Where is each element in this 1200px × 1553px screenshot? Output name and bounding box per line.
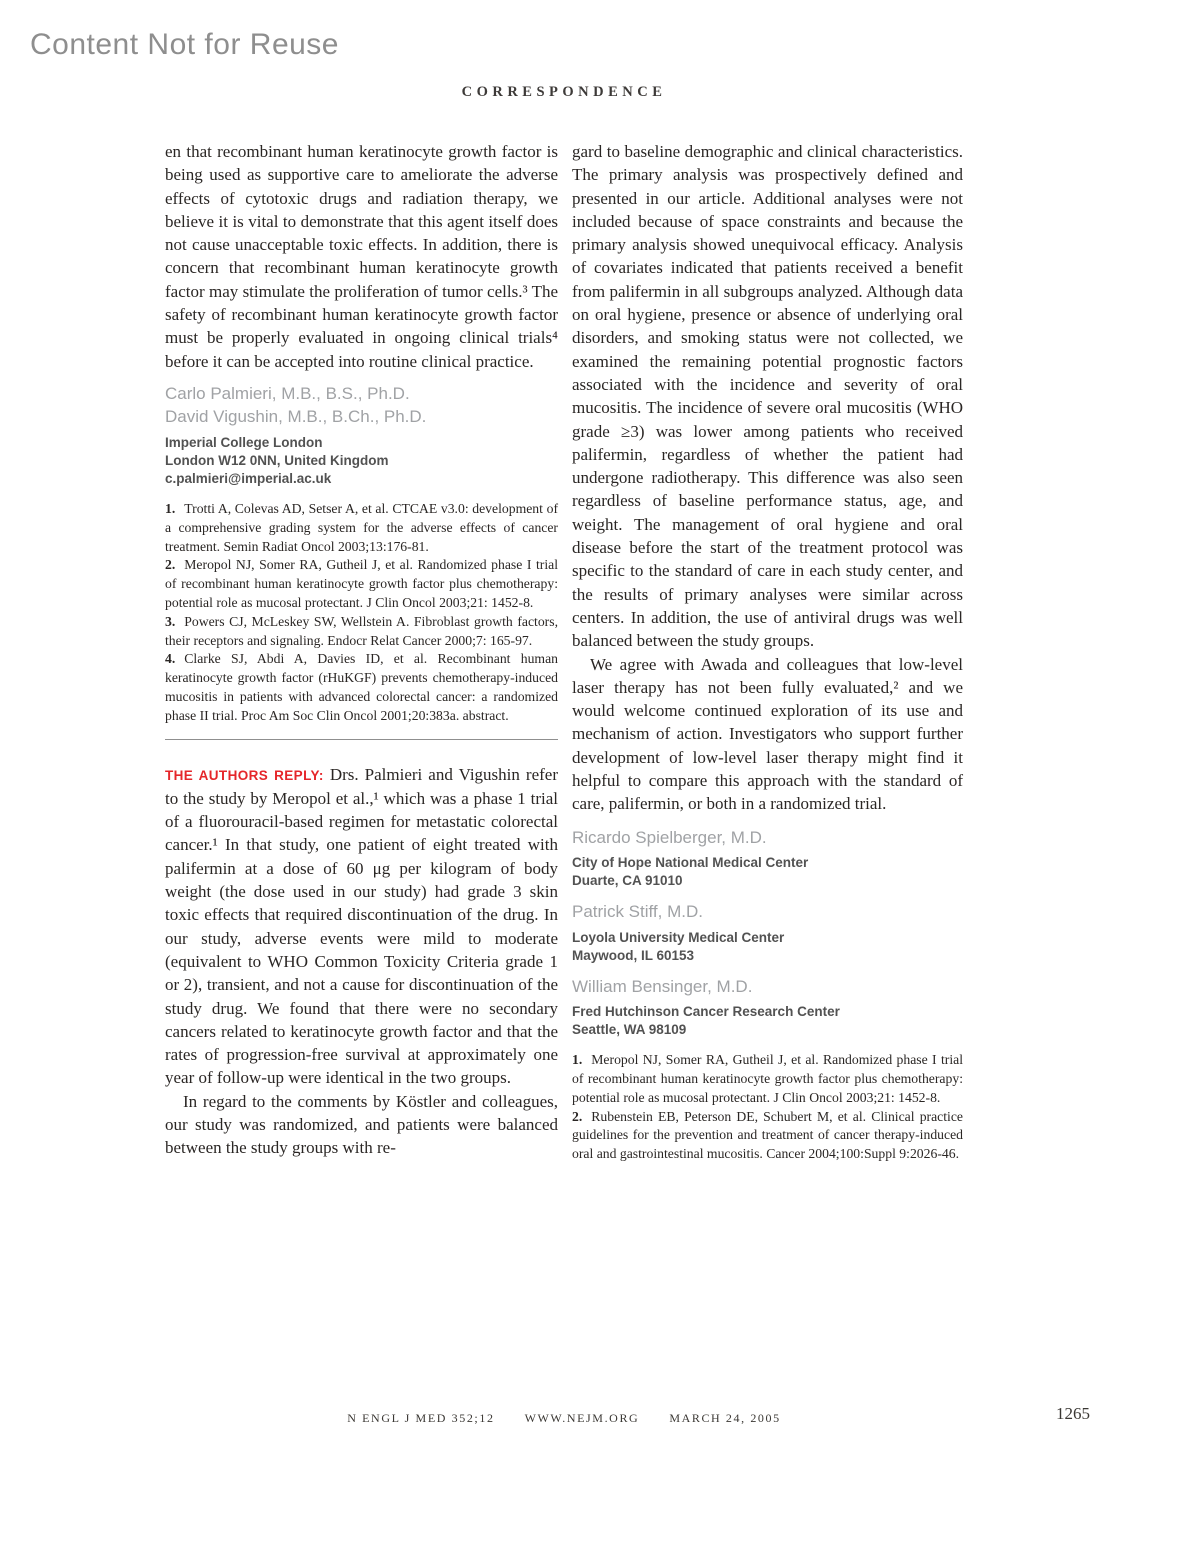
reference-text: Clarke SJ, Abdi A, Davies ID, et al. Recombinant human keratinocyte growth factor (rHuKGF) prevents chemotherapy-induced mucositis in patients with advanced colorectal cancer: a randomized phase II trial. Proc Am Soc Clin Oncol 2001;20:383a. abstract.: [165, 651, 558, 723]
authors-reply-section: [165, 763, 558, 1160]
footer: [165, 1411, 963, 1426]
reference-item: [572, 1108, 963, 1164]
author-entry: [572, 826, 963, 891]
body-paragraph: We agree with Awada and colleagues that low-level laser therapy has not been fully evaluated,² and we would welcome continued exploration of its use and mechanism of action. Investigators who support further development of low-level laser therapy might find it helpful to compare this approach with the standard of care, palifermin, or both in a randomized trial.: [572, 654, 963, 814]
author-affiliation-block: [165, 434, 558, 488]
author-name: Carlo Palmieri, M.B., B.S., Ph.D.: [165, 383, 410, 403]
reference-text: Trotti A, Colevas AD, Setser A, et al. CTCAE v3.0: development of a comprehensive grading system for the adverse effects of cancer treatment. Semin Radiat Oncol 2003;13:176-81.: [165, 500, 558, 554]
page-number: 1265: [1056, 1404, 1090, 1423]
reference-number: 1.: [165, 500, 176, 516]
section-divider: [165, 739, 558, 740]
author-affiliation-block: [572, 854, 963, 890]
body-paragraph: en that recombinant human keratinocyte growth factor is being used as supportive care to ameliorate the adverse effects of cytotoxic drugs and radiation therapy, we believe it is vital to demonstrate that this agent itself does not cause unacceptable toxic effects. In addition, there is concern that recombinant human keratinocyte growth factor may stimulate the proliferation of tumor cells.³ The safety of recombinant human keratinocyte growth factor must be properly evaluated in ongoing clinical trials⁴ before it can be accepted into routine clinical practice.: [165, 142, 558, 371]
author-name: William Bensinger, M.D.: [572, 976, 753, 996]
author-name: Ricardo Spielberger, M.D.: [572, 827, 767, 847]
reply-text: Drs. Palmieri and Vigushin refer to the study by Meropol et al.,¹ which was a phase 1 trial of a fluorouracil-based regimen for metastatic colorectal cancer.¹ In that study, one patient of eight treated with palifermin at a dose of 60 μg per kilogram of body weight (the dose used in our study) had grade 3 skin toxic effects that required discontinuation of the drug. In our study, adverse events were mild to moderate (equivalent to WHO Common Toxicity Criteria grade 1 or 2), transient, and not a cause for discontinuation of the study drug. We found that there were no secondary cancers related to keratinocyte growth factor and that the rates of progression-free survival at approximately one year of follow-up were identical in the two groups.: [165, 764, 558, 1088]
author-affiliation-block: [572, 929, 963, 965]
author-affiliation-line: City of Hope National Medical Center: [572, 855, 809, 871]
author-affiliation-line: Duarte, CA 91010: [572, 873, 683, 889]
author-affiliation-line: Imperial College London: [165, 434, 323, 450]
author-entry: [572, 975, 963, 1040]
body-paragraph: [165, 763, 558, 1090]
reference-number: 2.: [572, 1108, 583, 1124]
author-names-block: [165, 382, 558, 429]
right-column: [572, 140, 963, 1164]
authors-reply-label: THE AUTHORS REPLY:: [165, 767, 324, 783]
reference-number: 4.: [165, 651, 176, 667]
reference-list: [572, 1051, 963, 1164]
body-paragraph: gard to baseline demographic and clinical characteristics. The primary analysis was prospectively defined and presented in our article. Additional analyses were not included because of space constraints and because the primary analysis showed unequivocal efficacy. Analysis of covariates indicated that patients received a benefit from palifermin in all subgroups analyzed. Although data on oral hygiene, presence or absence of underlying oral disorders, and smoking status were not collected, we examined the remaining potential prognostic factors associated with the incidence and severity of oral mucositis. The incidence of severe oral mucositis (WHO grade ≥3) was lower among patients who received palifermin, regardless of whether the patient had undergone radiotherapy. This difference was also seen regardless of baseline performance status, age, and weight. The management of oral hygiene and oral disease before the start of the treatment protocol was specific to the standard of care in each study center, and the results of primary analyses were similar across centers. In addition, the use of antiviral drugs was well balanced between the study groups.: [572, 142, 963, 651]
page-title: CORRESPONDENCE: [461, 84, 667, 100]
reference-item: [572, 1051, 963, 1107]
author-email: c.palmieri@imperial.ac.uk: [165, 470, 332, 486]
reference-text: Meropol NJ, Somer RA, Gutheil J, et al. Randomized phase I trial of recombinant human keratinocyte growth factor plus chemotherapy: potential role as mucosal protectant. J Clin Oncol 2003;21: 1452-8.: [165, 557, 558, 610]
author-affiliation-line: London W12 0NN, United Kingdom: [165, 452, 389, 468]
reference-number: 3.: [165, 613, 176, 629]
reference-item: [165, 556, 558, 612]
author-name: David Vigushin, M.B., B.Ch., Ph.D.: [165, 407, 427, 427]
reference-item: [165, 650, 558, 725]
author-entry: [572, 900, 963, 965]
left-column: [165, 140, 558, 1160]
author-affiliation-line: Loyola University Medical Center: [572, 929, 785, 945]
author-name: Patrick Stiff, M.D.: [572, 902, 703, 922]
reference-list: [165, 500, 558, 726]
reference-item: [165, 613, 558, 651]
body-paragraph: In regard to the comments by Köstler and colleagues, our study was randomized, and patients were balanced between the study groups with re-: [165, 1091, 558, 1158]
reference-text: Meropol NJ, Somer RA, Gutheil J, et al. Randomized phase I trial of recombinant human keratinocyte growth factor plus chemotherapy: potential role as mucosal protectant. J Clin Oncol 2003;21: 1452-8.: [572, 1052, 963, 1105]
reference-number: 1.: [572, 1052, 583, 1068]
author-affiliation-line: Seattle, WA 98109: [572, 1022, 687, 1038]
author-affiliation-line: Maywood, IL 60153: [572, 947, 695, 963]
author-affiliation-line: Fred Hutchinson Cancer Research Center: [572, 1004, 840, 1020]
footer-journal: N ENGL J MED 352;12: [347, 1411, 495, 1425]
footer-date: MARCH 24, 2005: [669, 1411, 781, 1425]
reference-text: Rubenstein EB, Peterson DE, Schubert M, et al. Clinical practice guidelines for the prevention and treatment of cancer therapy-induced oral and gastrointestinal mucositis. Cancer 2004;100:Suppl 9:2026-46.: [572, 1108, 963, 1162]
reference-item: [165, 500, 558, 556]
author-affiliation-block: [572, 1003, 963, 1039]
reference-number: 2.: [165, 557, 176, 573]
watermark: Content Not for Reuse: [30, 28, 339, 61]
reference-text: Powers CJ, McLeskey SW, Wellstein A. Fibroblast growth factors, their receptors and signaling. Endocr Relat Cancer 2000;7: 165-97.: [165, 613, 558, 648]
footer-url: WWW.NEJM.ORG: [524, 1411, 640, 1425]
